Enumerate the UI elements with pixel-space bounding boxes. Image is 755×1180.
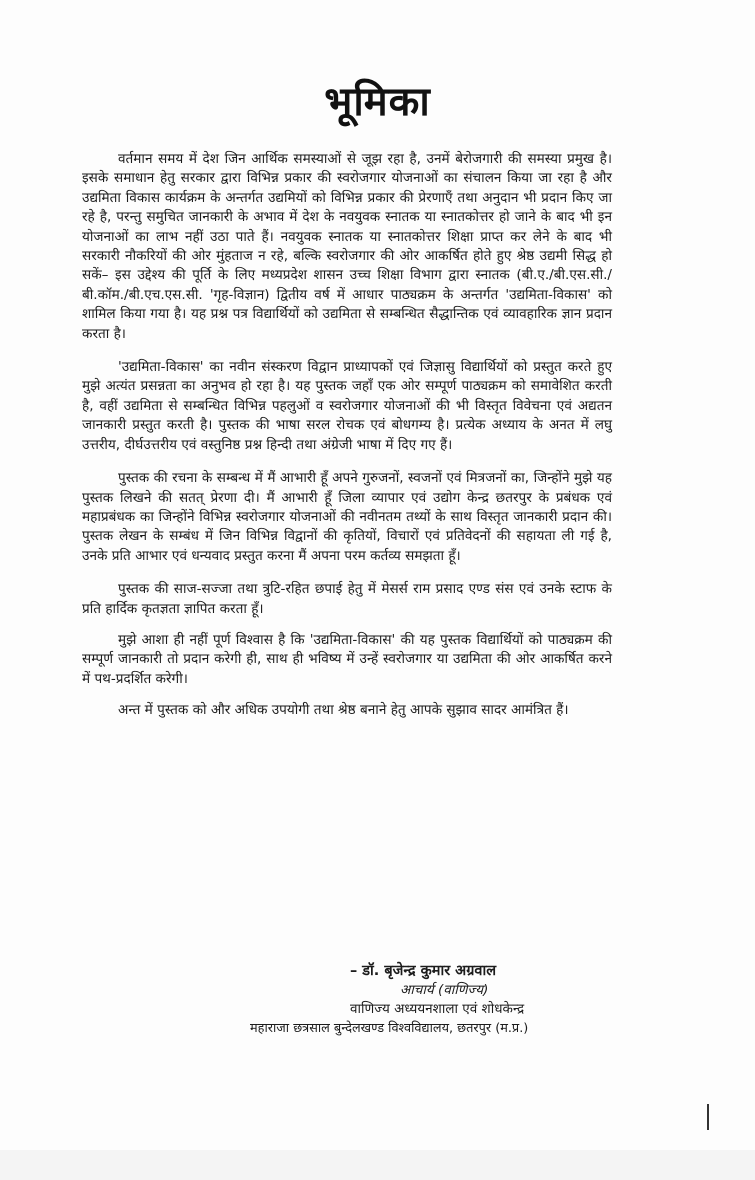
paragraph-5: मुझे आशा ही नहीं पूर्ण विश्वास है कि 'उद्यमिता-विकास' की यह पुस्तक विद्यार्थियों को पाठ्यक्रम की सम्पूर्ण जानकारी तो प्रदान करेगी ही, साथ ही भविष्य में उन्हें स्वरोजगार या उद्यमिता की ओर आकर्षित करने में पथ-प्रदर्शित करेगी। bbox=[82, 631, 612, 687]
signature-block bbox=[250, 962, 620, 1038]
scan-bottom-edge bbox=[0, 1150, 755, 1180]
paragraph-4: पुस्तक की साज-सज्जा तथा त्रुटि-रहित छपाई हेतु में मेसर्स राम प्रसाद एण्ड संस एवं उनके स्टाफ के प्रति हार्दिक कृतज्ञता ज्ञापित करता हूँ। bbox=[82, 581, 612, 617]
paragraph-3: पुस्तक की रचना के सम्बन्ध में मैं आभारी हूँ अपने गुरुजनों, स्वजनों एवं मित्रजनों का, जिन्होंने मुझे यह पुस्तक लिखने की सतत् प्रेरणा दी। मैं आभारी हूँ जिला व्यापार एवं उद्योग केन्द्र छतरपुर के प्रबंधक एवं महाप्रबंधक का जिन्होंने विभिन्न स्वरोजगार योजनाओं की नवीनतम तथ्यों के साथ विस्तृत जानकारी प्रदान की। पुस्तक लेखन के सम्बंध में जिन विभिन्न विद्वानों की कृतियों, विचारों एवं प्रतिवेदनों की सहायता ली गई है, उनके प्रति आभार एवं धन्यवाद प्रस्तुत करना मैं अपना परम कर्तव्य समझता हूँ। bbox=[82, 470, 612, 564]
preface-body bbox=[82, 150, 612, 735]
author-department: वाणिज्य अध्ययनशाला एवं शोधकेन्द्र bbox=[350, 1001, 525, 1017]
paragraph-6: अन्त में पुस्तक को और अधिक उपयोगी तथा श्रेष्ठ बनाने हेतु आपके सुझाव सादर आमंत्रित हैं। bbox=[118, 702, 569, 719]
scan-margin-mark bbox=[707, 1104, 709, 1130]
author-university: महाराजा छत्रसाल बुन्देलखण्ड विश्वविद्यालय, छतरपुर (म.प्र.) bbox=[250, 1021, 529, 1036]
paragraph-2: 'उद्यमिता-विकास' का नवीन संस्करण विद्वान प्राध्यापकों एवं जिज्ञासु विद्यार्थियों को प्रस्तुत करते हुए मुझे अत्यंत प्रसन्नता का अनुभव हो रहा है। यह पुस्तक जहाँ एक ओर सम्पूर्ण पाठ्यक्रम को समावेशित करती है, वहीं उद्यमिता से सम्बन्धित विभिन्न पहलुओं व स्वरोजगार योजनाओं की भी विस्तृत विवेचना एवं अद्यतन जानकारी प्रस्तुत करती है। पुस्तक की भाषा सरल रोचक एवं बोधगम्य है। प्रत्येक अध्याय के अनत में लघु उत्तरीय, दीर्घउत्तरीय एवं वस्तुनिष्ठ प्रश्न हिन्दी तथा अंग्रेजी भाषा में दिए गए हैं। bbox=[82, 359, 612, 453]
paragraph-1: वर्तमान समय में देश जिन आर्थिक समस्याओं से जूझ रहा है, उनमें बेरोजगारी की समस्या प्रमुख है। इसके समाधान हेतु सरकार द्वारा विभिन्न प्रकार की स्वरोजगार योजनाओं का संचालन किया जा रहा है और उद्यमिता विकास कार्यक्रम के अन्तर्गत उद्यमियों को विभिन्न प्रकार की प्रेरणाएँ तथा अनुदान भी प्रदान किए जा रहे है, परन्तु समुचित जानकारी के अभाव में देश के नवयुवक स्नातक या स्नातकोत्तर हो जाने के बाद भी इन योजनाओं का लाभ नहीं उठा पाते हैं। नवयुवक स्नातक या स्नातकोत्तर शिक्षा प्राप्त कर लेने के बाद भी सरकारी नौकरियों की ओर मुंहताज न रहे, बल्कि स्वरोजगार की ओर आकर्षित होते हुए श्रेष्ठ उद्यमी सिद्ध हो सकें– इस उद्देश्य की पूर्ति के लिए मध्यप्रदेश शासन उच्च शिक्षा विभाग द्वारा स्नातक (बी.ए./बी.एस.सी./बी.कॉम./बी.एच.एस.सी. 'गृह-विज्ञान) द्वितीय वर्ष में आधार पाठ्यक्रम के अन्तर्गत 'उद्यमिता-विकास' को शामिल किया गया है। यह प्रश्न पत्र विद्यार्थियों को उद्यमिता से सम्बन्धित सैद्धान्तिक एवं व्यावहारिक ज्ञान प्रदान करता है। bbox=[82, 151, 612, 342]
author-designation: आचार्य (वाणिज्य) bbox=[400, 982, 489, 998]
author-name: – डॉ. बृजेन्द्र कुमार अग्रवाल bbox=[350, 963, 497, 979]
page-title: भूमिका bbox=[324, 79, 431, 125]
